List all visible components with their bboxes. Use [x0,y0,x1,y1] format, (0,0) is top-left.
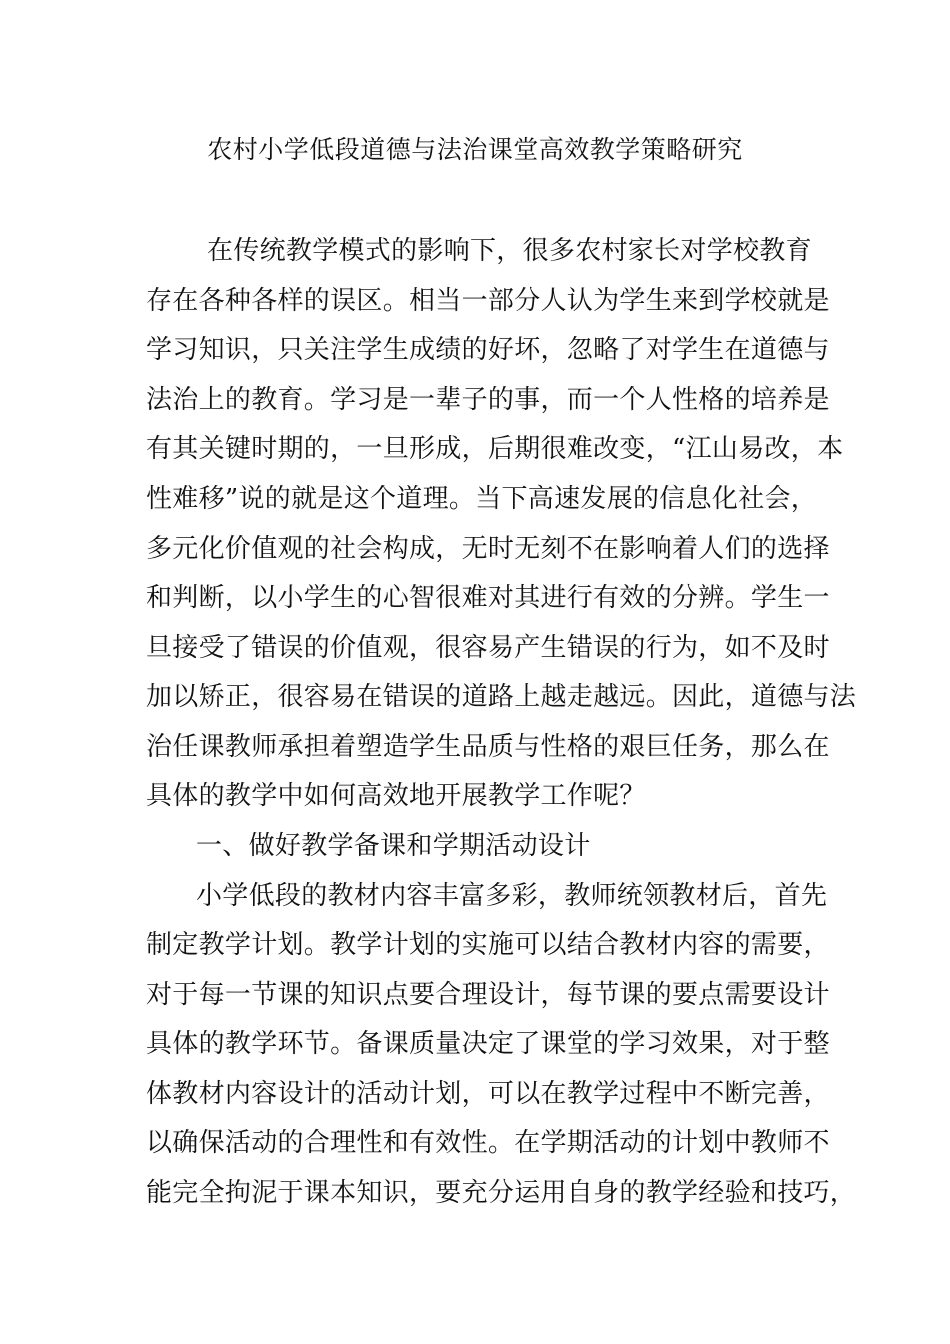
paragraph-line: 旦接受了错误的价值观，很容易产生错误的行为，如不及时 [146,633,830,663]
paragraph-line: 存在各种各样的误区。相当一部分人认为学生来到学校就是 [146,286,830,316]
paragraph-line: 体教材内容设计的活动计划，可以在教学过程中不断完善， [146,1079,830,1109]
paragraph-line: 多元化价值观的社会构成，无时无刻不在影响着人们的选择 [146,534,830,564]
paragraph-line: 加以矫正，很容易在错误的道路上越走越远。因此，道德与法 [146,682,857,712]
paragraph-line: 和判断，以小学生的心智很难对其进行有效的分辨。学生一 [146,583,830,613]
paragraph-line: 治任课教师承担着塑造学生品质与性格的艰巨任务，那么在 [146,732,830,762]
paragraph-line: 对于每一节课的知识点要合理设计，每节课的要点需要设计 [146,980,830,1010]
paragraph-line: 具体的教学环节。备课质量决定了课堂的学习效果，对于整 [146,1029,830,1059]
paragraph-line: 法治上的教育。学习是一辈子的事，而一个人性格的培养是 [146,385,830,415]
paragraph-line: 制定教学计划。教学计划的实施可以结合教材内容的需要， [146,930,830,960]
paragraph-line: 在传统教学模式的影响下，很多农村家长对学校教育 [207,236,812,266]
paragraph-line: 能完全拘泥于课本知识，要充分运用自身的教学经验和技巧， [146,1178,857,1208]
section-heading: 一、做好教学备课和学期活动设计 [196,831,591,861]
paragraph-line: 有其关键时期的，一旦形成，后期很难改变，“江山易改，本 [146,434,844,464]
paragraph-line: 小学低段的教材内容丰富多彩，教师统领教材后，首先 [196,881,828,911]
paragraph-line: 具体的教学中如何高效地开展教学工作呢？ [146,781,646,811]
paragraph-line: 学习知识，只关注学生成绩的好坏，忽略了对学生在道德与 [146,335,830,365]
paragraph-line: 性难移”说的就是这个道理。当下高速发展的信息化社会， [146,484,818,514]
paragraph-line: 以确保活动的合理性和有效性。在学期活动的计划中教师不 [146,1128,830,1158]
document-title: 农村小学低段道德与法治课堂高效教学策略研究 [207,135,743,164]
